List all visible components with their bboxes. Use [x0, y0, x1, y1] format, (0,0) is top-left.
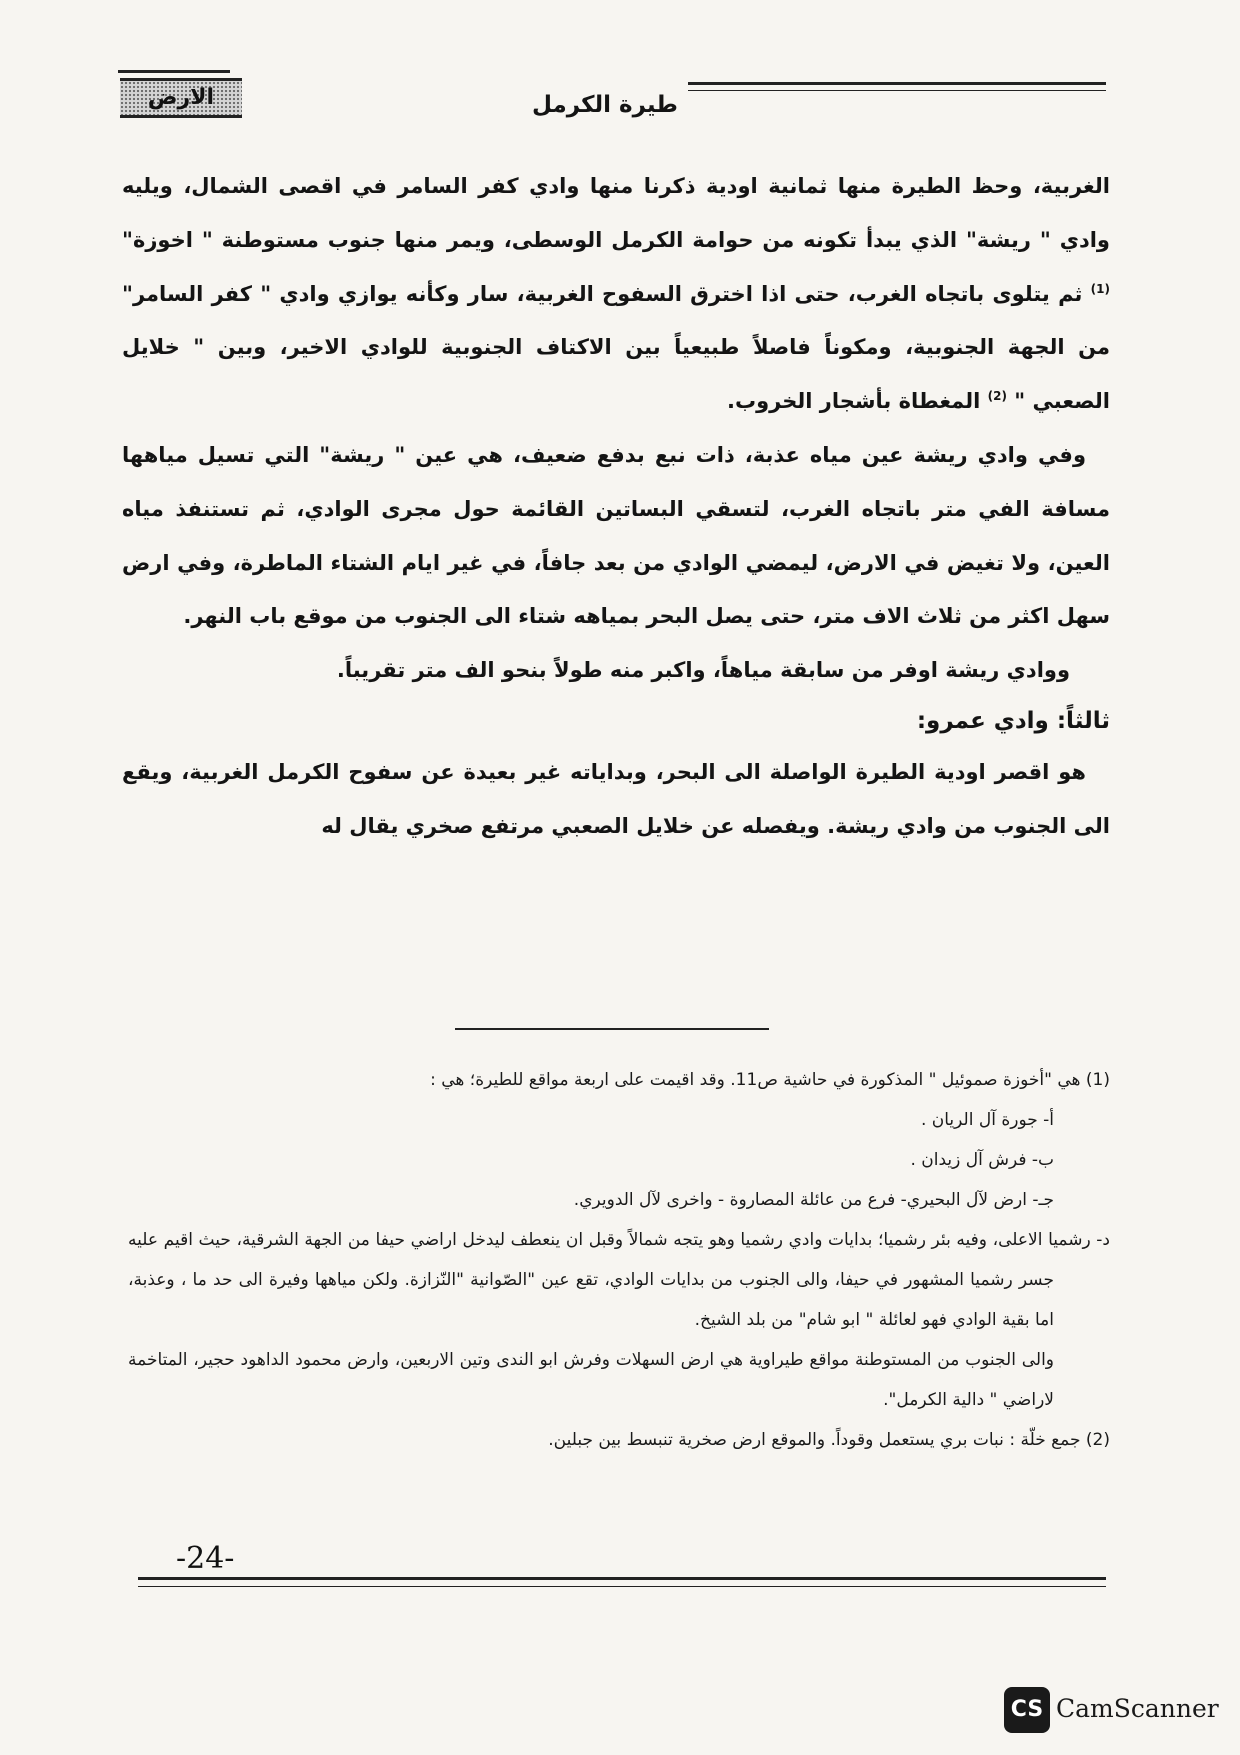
- paragraph: [122, 160, 1110, 429]
- header-rule: [688, 82, 1106, 85]
- book-title: طيرة الكرمل: [532, 92, 678, 118]
- camscanner-watermark: CamScanner: [1056, 1694, 1219, 1723]
- paragraph: ووادي ريشة اوفر من سابقة مياهاً، واكبر منه طولاً بنحو الف متر تقريباً.: [336, 658, 1070, 683]
- footnotes: [128, 1060, 1110, 1460]
- footer-rule: [138, 1577, 1106, 1580]
- text-span: الغربية، وحظ الطيرة منها ثمانية اودية ذكرنا منها وادي كفر السامر في اقصى الشمال، ويليه وادي " ريشة" الذي يبدأ تكونه من حوامة الكرمل الوسطى، ويمر منها جنوب مستوطنة " اخوزة": [122, 174, 1110, 252]
- footnote-ref: (1): [1090, 281, 1110, 296]
- paragraph: وفي وادي ريشة عين مياه عذبة، ذات نبع بدفع ضعيف، هي عين " ريشة" التي تسيل مياهها مسافة الفي متر باتجاه الغرب، لتسقي البساتين القائمة حول مجرى الوادي، ثم تستنفذ مياه العين، ولا تغيض في الارض، ليمضي الوادي من بعد جافاً، في غير ايام الشتاء الماطرة، وفي ارض سهل اكثر من ثلاث الاف متر، حتى يصل البحر بمياهه شتاء الى الجنوب من موقع باب النهر.: [122, 442, 1110, 629]
- footnote: (2) جمع خلّة : نبات بري يستعمل وقوداً. والموقع ارض صخرية تنبسط بين جبلين.: [548, 1430, 1110, 1450]
- page-number: -24-: [176, 1541, 235, 1576]
- footnote-item: جـ- ارض لآل البحيري- فرع من عائلة المصاروة - واخرى لآل الدويري.: [573, 1190, 1054, 1210]
- header-rule: [118, 70, 230, 73]
- footnote: (1) هي "أخوزة صموئيل " المذكورة في حاشية ص11. وقد اقيمت على اربعة مواقع للطيرة؛ هي :: [430, 1070, 1110, 1090]
- header-section-label: الارض: [147, 85, 215, 110]
- footer-rule: [138, 1586, 1106, 1587]
- footnote-item: ب- فرش آل زيدان .: [910, 1150, 1054, 1170]
- footnote-item: د- رشميا الاعلى، وفيه بئر رشميا؛ بدايات وادي رشميا وهو يتجه شمالاً وقبل ان ينعطف ليدخل اراضي حيفا من الجهة الشرقية، حيث اقيم عليه جسر رشميا المشهور في حيفا، والى الجنوب من بدايات الوادي، تقع عين "الصّوانية "النّزازة. ولكن مياهها وفيرة الى حد ما ، وعذبة، اما بقية الوادي فهو لعائلة " ابو شام" من بلد الشيخ.: [128, 1230, 1110, 1330]
- paragraph: هو اقصر اودية الطيرة الواصلة الى البحر، وبداياته غير بعيدة عن سفوح الكرمل الغربية، ويقع الى الجنوب من وادي ريشة. ويفصله عن خلايل الصعبي مرتفع صخري يقال له: [122, 759, 1110, 838]
- header-rule: [688, 90, 1106, 91]
- footnote-separator: [455, 1028, 769, 1030]
- text-span: ثم يتلوى باتجاه الغرب، حتى اذا اخترق السفوح الغربية، سار وكأنه يوازي وادي " كفر السامر" من الجهة الجنوبية، ومكوناً فاصلاً طبيعياً بين الاكتاف الجنوبية للوادي الاخير، وبين " خلايل الصعبي ": [122, 281, 1110, 414]
- section-heading: ثالثاً: وادي عمرو:: [916, 707, 1110, 734]
- text-span: المغطاة بأشجار الخروب.: [727, 389, 988, 414]
- footnote-ref: (2): [987, 389, 1007, 404]
- footnote-item: والى الجنوب من المستوطنة مواقع طيراوية هي ارض السهلات وفرش ابو الندى وتين الاربعين، وارض محمود الداهود حجير، المتاخمة لاراضي " دالية الكرمل".: [128, 1350, 1054, 1410]
- camscanner-logo-icon: CS: [1004, 1687, 1050, 1733]
- footnote-item: أ- جورة آل الريان .: [920, 1110, 1054, 1130]
- main-text: [122, 160, 1110, 854]
